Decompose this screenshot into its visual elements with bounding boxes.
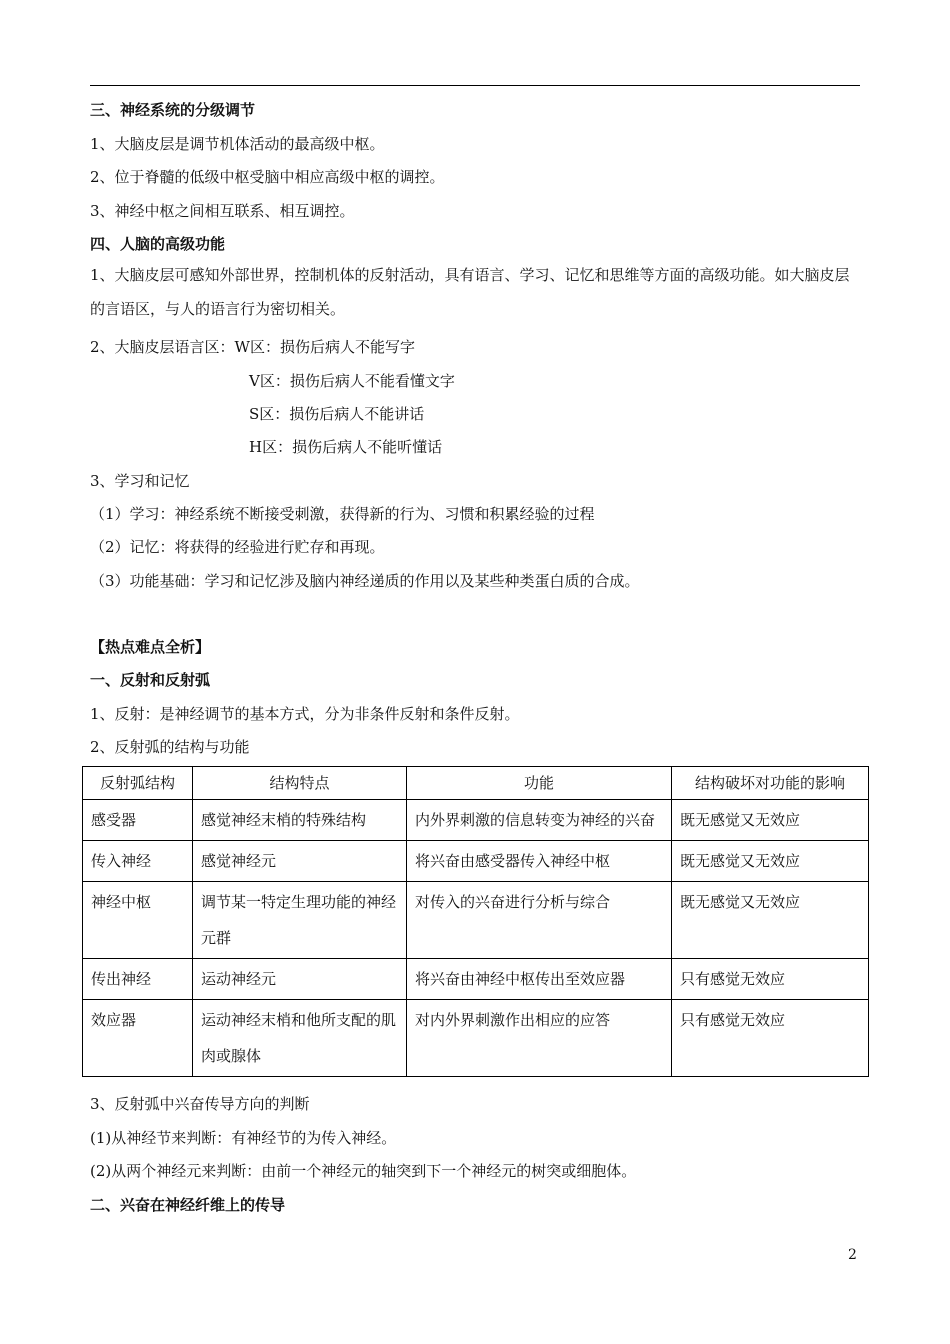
cell-function: 将兴奋由感受器传入神经中枢 [407, 841, 672, 882]
section3-title: 三、神经系统的分级调节 [90, 101, 256, 119]
cell-structure: 神经中枢 [83, 882, 193, 959]
cell-function: 对传入的兴奋进行分析与综合 [407, 882, 672, 959]
learning-memory-heading: 3、学习和记忆 [90, 472, 190, 490]
section4-paragraph-1: 1、大脑皮层可感知外部世界，控制机体的反射活动，具有语言、学习、记忆和思维等方面的高级功能。如大脑皮层的言语区，与人的语言行为密切相关。 [90, 266, 850, 318]
cell-structure: 效应器 [83, 1000, 193, 1077]
header-feature: 结构特点 [193, 767, 407, 800]
cell-feature: 运动神经元 [193, 959, 407, 1000]
cell-function: 内外界刺激的信息转变为神经的兴奋 [407, 800, 672, 841]
cell-damage-effect: 只有感觉无效应 [672, 1000, 869, 1077]
cell-damage-effect: 只有感觉无效应 [672, 959, 869, 1000]
cell-function: 对内外界刺激作出相应的应答 [407, 1000, 672, 1077]
cell-function: 将兴奋由神经中枢传出至效应器 [407, 959, 672, 1000]
learning-item-3: （3）功能基础：学习和记忆涉及脑内神经递质的作用以及某些种类蛋白质的合成。 [90, 572, 640, 590]
table-row [83, 959, 869, 1000]
cell-feature: 感觉神经元 [193, 841, 407, 882]
language-area-v: V区：损伤后病人不能看懂文字 [249, 372, 455, 390]
cell-feature: 运动神经末梢和他所支配的肌肉或腺体 [193, 1000, 407, 1077]
conduction-direction-heading: 3、反射弧中兴奋传导方向的判断 [90, 1095, 310, 1113]
language-area-w: 2、大脑皮层语言区：W区：损伤后病人不能写字 [90, 338, 415, 356]
section3-item-3: 3、神经中枢之间相互联系、相互调控。 [90, 202, 355, 220]
header-rule [90, 85, 860, 86]
reflex-paragraph-1: 1、反射：是神经调节的基本方式，分为非条件反射和条件反射。 [90, 705, 520, 723]
reflex-arc-table [82, 766, 869, 1077]
cell-damage-effect: 既无感觉又无效应 [672, 841, 869, 882]
table-row [83, 841, 869, 882]
fiber-conduction-title: 二、兴奋在神经纤维上的传导 [90, 1196, 286, 1214]
section4-title: 四、人脑的高级功能 [90, 235, 226, 253]
cell-damage-effect: 既无感觉又无效应 [672, 800, 869, 841]
table-row [83, 882, 869, 959]
table-row [83, 800, 869, 841]
section3-item-1: 1、大脑皮层是调节机体活动的最高级中枢。 [90, 135, 385, 153]
cell-structure: 传入神经 [83, 841, 193, 882]
cell-feature: 调节某一特定生理功能的神经元群 [193, 882, 407, 959]
table-row [83, 1000, 869, 1077]
hot-topics-title: 【热点难点全析】 [90, 638, 211, 656]
reflex-section-title: 一、反射和反射弧 [90, 671, 211, 689]
learning-item-2: （2）记忆：将获得的经验进行贮存和再现。 [90, 538, 385, 556]
header-function: 功能 [407, 767, 672, 800]
section3-item-2: 2、位于脊髓的低级中枢受脑中相应高级中枢的调控。 [90, 168, 445, 186]
conduction-item-1: (1)从神经节来判断：有神经节的为传入神经。 [90, 1129, 397, 1147]
cell-damage-effect: 既无感觉又无效应 [672, 882, 869, 959]
reflex-paragraph-2: 2、反射弧的结构与功能 [90, 738, 250, 756]
cell-feature: 感觉神经末梢的特殊结构 [193, 800, 407, 841]
header-structure: 反射弧结构 [83, 767, 193, 800]
header-damage-effect: 结构破坏对功能的影响 [672, 767, 869, 800]
page-number: 2 [848, 1247, 857, 1263]
table-header-row [83, 767, 869, 800]
learning-item-1: （1）学习：神经系统不断接受刺激，获得新的行为、习惯和积累经验的过程 [90, 505, 595, 523]
conduction-item-2: (2)从两个神经元来判断：由前一个神经元的轴突到下一个神经元的树突或细胞体。 [90, 1162, 637, 1180]
cell-structure: 传出神经 [83, 959, 193, 1000]
language-area-s: S区：损伤后病人不能讲话 [249, 405, 425, 423]
language-area-h: H区：损伤后病人不能听懂话 [249, 438, 443, 456]
cell-structure: 感受器 [83, 800, 193, 841]
